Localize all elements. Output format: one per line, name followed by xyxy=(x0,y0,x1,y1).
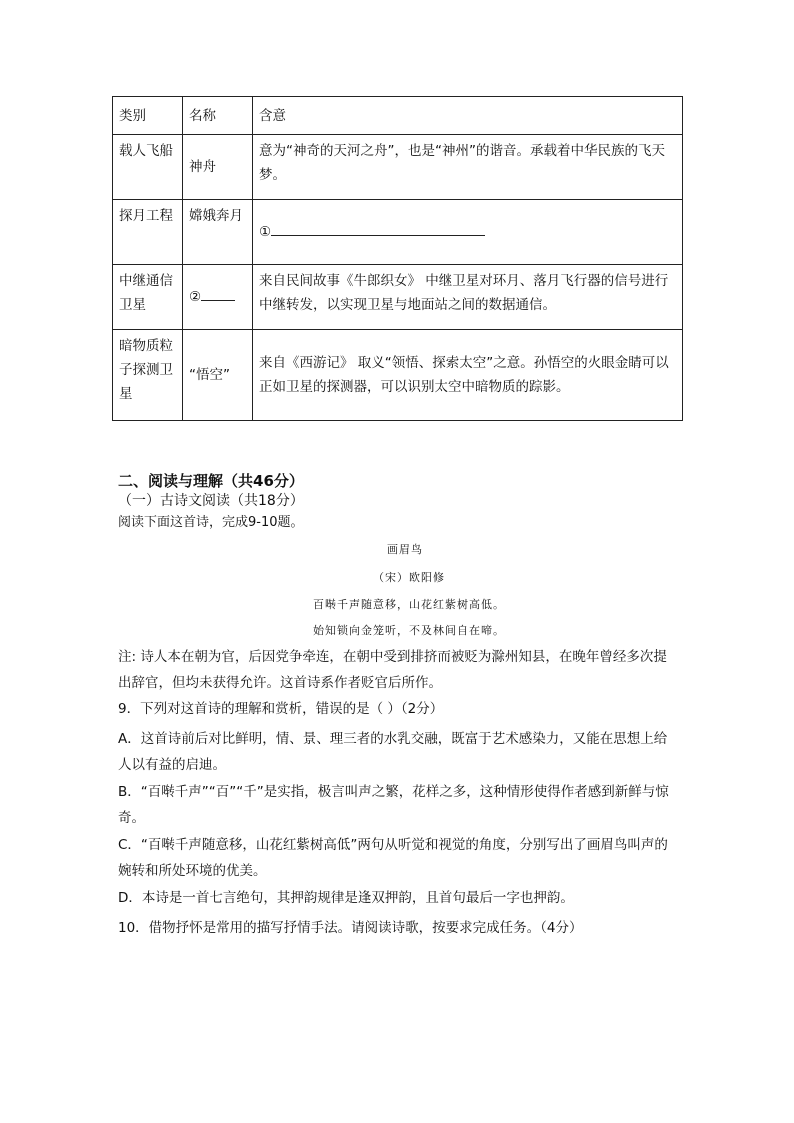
header-name: 名称 xyxy=(183,97,253,135)
table-row xyxy=(113,330,683,421)
table-row xyxy=(113,265,683,330)
cell-meaning: 意为“神奇的天河之舟”，也是“神州”的谐音。承载着中华民族的飞天梦。 xyxy=(253,135,683,200)
cell-name: 神舟 xyxy=(183,135,253,200)
cell-category: 中继通信卫星 xyxy=(113,265,183,330)
option-b[interactable]: B．“百啭千声”“百”“千”是实指，极言叫声之繁，花样之多，这种情形使得作者感到新鲜与惊奇。 xyxy=(118,784,669,826)
cell-category: 探月工程 xyxy=(113,200,183,265)
section-title: 二、阅读与理解（共46分） xyxy=(118,472,304,490)
table-header-row xyxy=(113,97,683,135)
cell-name: 嫦娥奔月 xyxy=(183,200,253,265)
reading-instruction: 阅读下面这首诗，完成9-10题。 xyxy=(118,515,304,530)
poem-line-1: 百啭千声随意移，山花红紫树高低。 xyxy=(313,598,505,611)
blank-marker-2: ② xyxy=(189,289,202,305)
poem-author: （宋）欧阳修 xyxy=(373,571,445,584)
header-meaning: 含意 xyxy=(253,97,683,135)
cell-name: “悟空” xyxy=(183,330,253,421)
poem-line-2: 始知锁向金笼听，不及林间自在啼。 xyxy=(313,624,505,637)
answer-blank-1[interactable] xyxy=(271,221,485,236)
answer-blank-2[interactable] xyxy=(201,286,235,301)
cell-name-blank xyxy=(183,265,253,330)
naming-table xyxy=(112,96,683,421)
section-subtitle: （一）古诗文阅读（共18分） xyxy=(118,493,304,509)
poem-note: 注: 诗人本在朝为官，后因党争牵连，在朝中受到排挤而被贬为滁州知县，在晚年曾经多次提出辞官，但均未获得允许。这首诗系作者贬官后所作。 xyxy=(118,649,667,691)
question-9-stem: 9．下列对这首诗的理解和赏析，错误的是（ ）（2分） xyxy=(118,701,444,717)
question-10-stem: 10．借物抒怀是常用的描写抒情手法。请阅读诗歌，按要求完成任务。（4分） xyxy=(118,920,583,936)
table-row xyxy=(113,135,683,200)
option-c[interactable]: C．“百啭千声随意移，山花红紫树高低”两句从听觉和视觉的角度，分别写出了画眉鸟叫声的婉转和所处环境的优美。 xyxy=(118,837,668,879)
cell-category: 暗物质粒子探测卫星 xyxy=(113,330,183,421)
cell-meaning-blank xyxy=(253,200,683,265)
cell-category: 载人飞船 xyxy=(113,135,183,200)
option-a[interactable]: A．这首诗前后对比鲜明，情、景、理三者的水乳交融，既富于艺术感染力，又能在思想上给人以有益的启迪。 xyxy=(118,731,668,773)
blank-marker-1: ① xyxy=(259,224,272,240)
cell-meaning: 来自民间故事《牛郎织女》 中继卫星对环月、落月飞行器的信号进行中继转发，以实现卫星与地面站之间的数据通信。 xyxy=(253,265,683,330)
cell-meaning: 来自《西游记》 取义“领悟、探索太空”之意。孙悟空的火眼金睛可以正如卫星的探测器，可以识别太空中暗物质的踪影。 xyxy=(253,330,683,421)
table-row xyxy=(113,200,683,265)
option-d[interactable]: D．本诗是一首七言绝句，其押韵规律是逢双押韵，且首句最后一字也押韵。 xyxy=(118,890,574,906)
header-category: 类别 xyxy=(113,97,183,135)
poem-title: 画眉鸟 xyxy=(387,543,423,556)
